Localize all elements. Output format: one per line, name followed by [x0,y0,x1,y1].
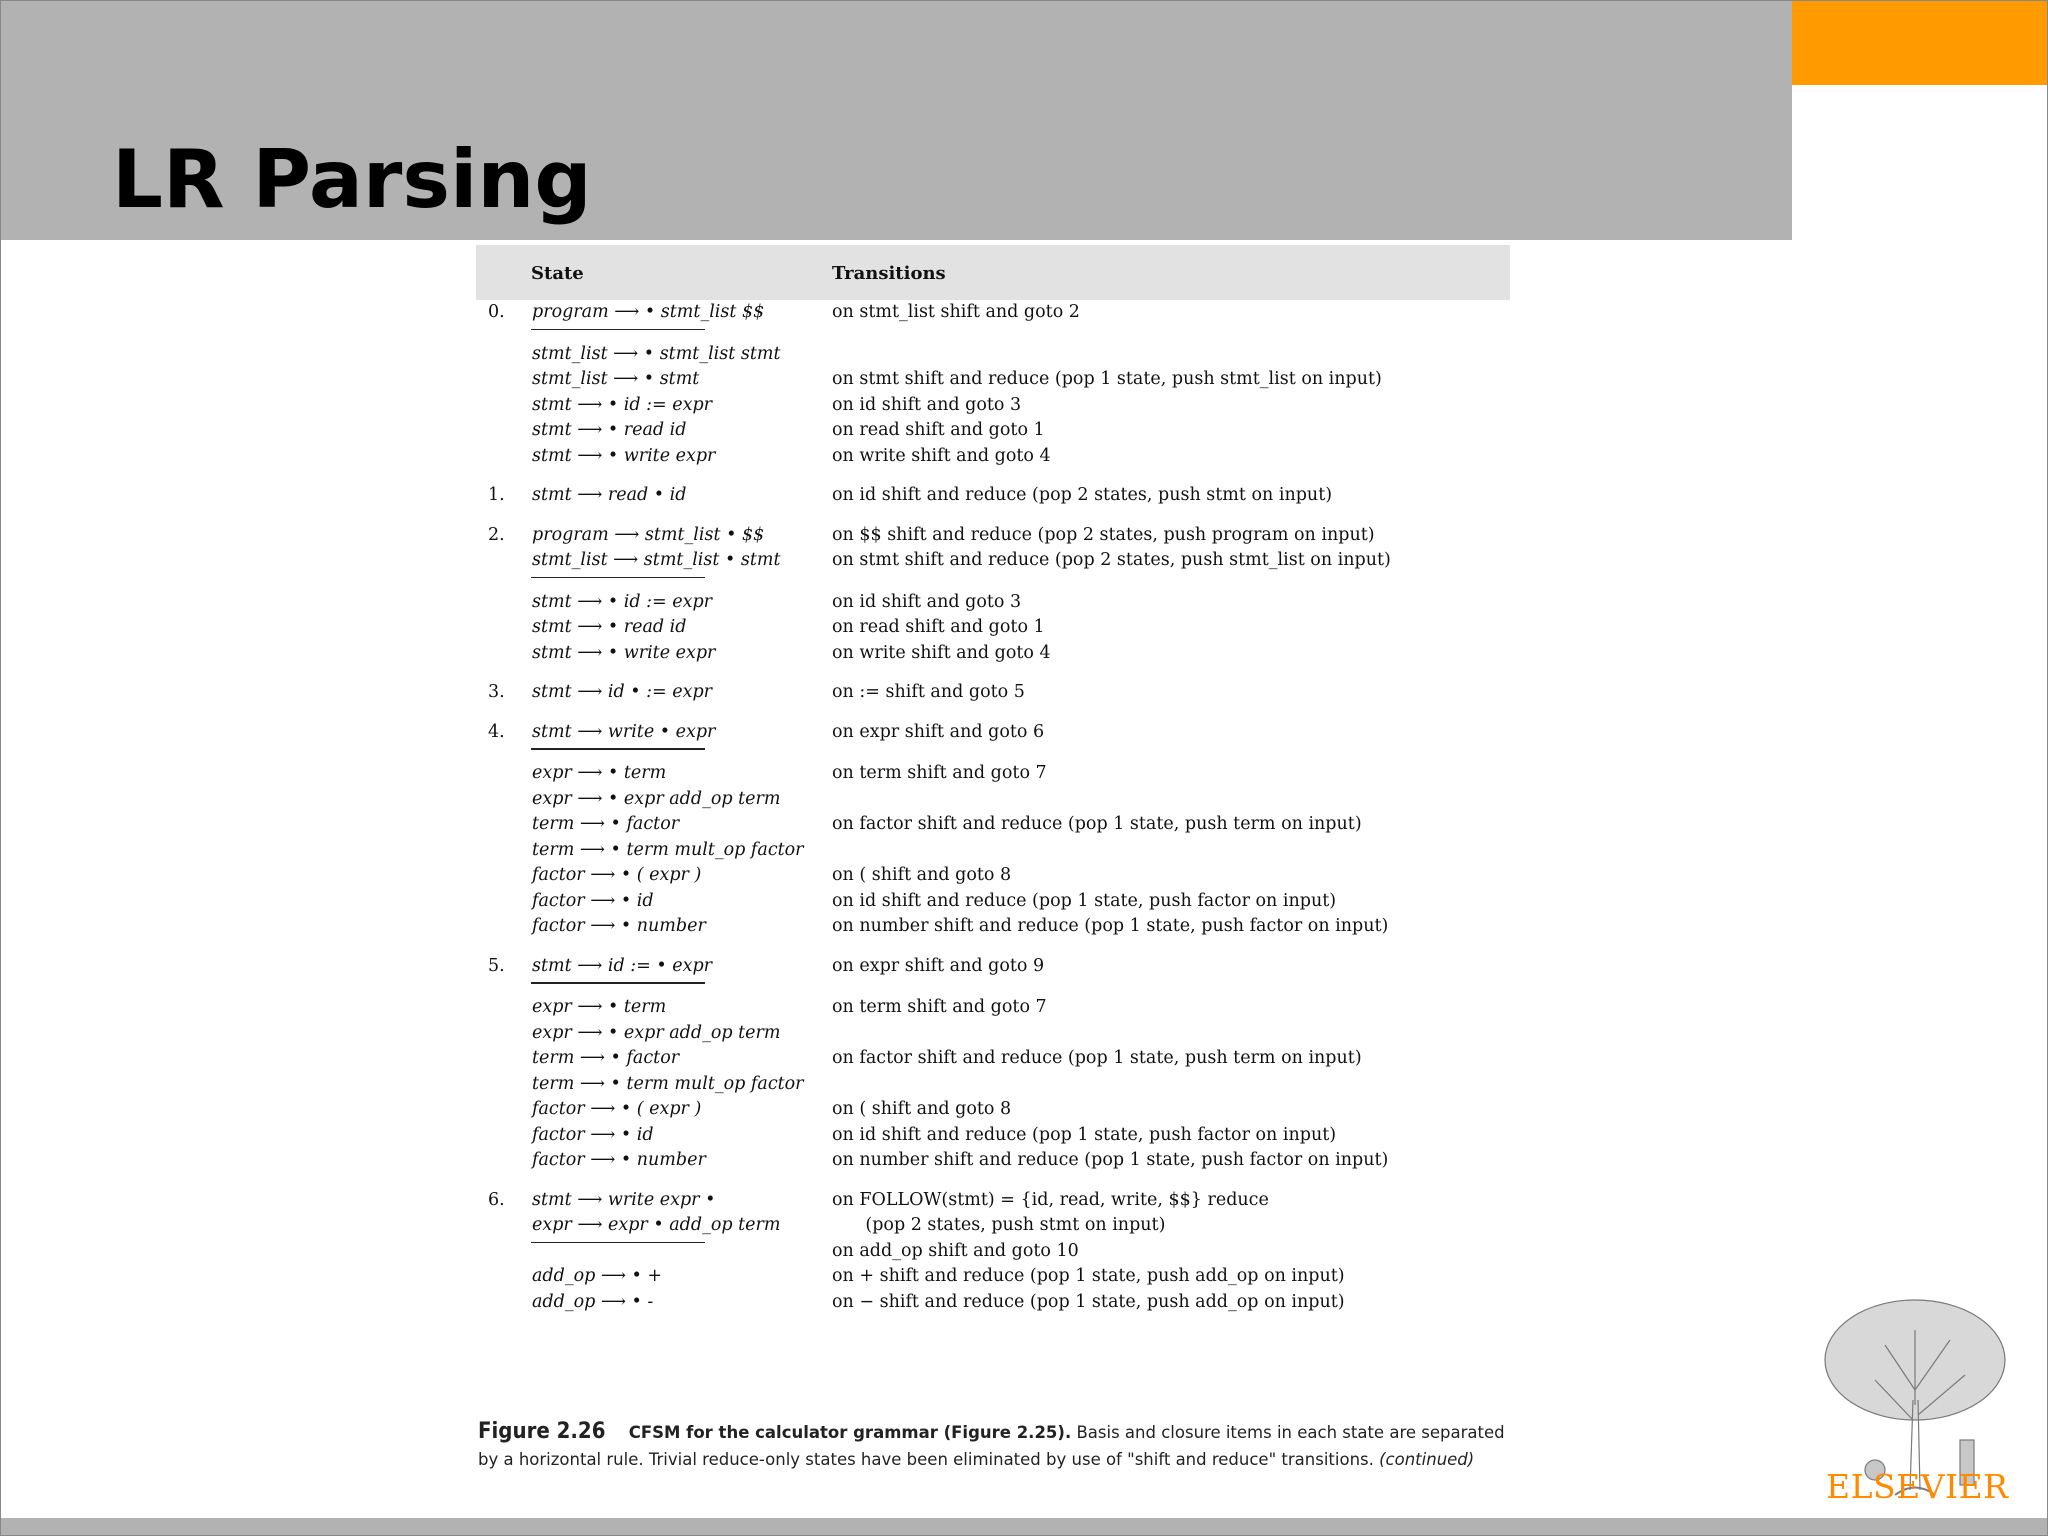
table-header [476,245,1510,300]
state-number: 1. [488,485,505,505]
transition: on id shift and goto 3 [832,591,1022,612]
table-row [476,444,1510,470]
transition: on number shift and reduce (pop 1 state, push factor on input) [832,1150,1389,1170]
table-row [476,863,1510,889]
table-row [476,523,1510,549]
lr-item: expr ⟶ • expr add_op term [532,788,781,809]
transition: on term shift and goto 7 [832,997,1047,1017]
transition: on stmt shift and reduce (pop 1 state, push stmt_list on input) [832,369,1382,389]
transition: on factor shift and reduce (pop 1 state, push term on input) [832,1048,1362,1068]
transition: on read shift and goto 1 [832,420,1045,440]
transition: on write shift and goto 4 [832,642,1051,663]
transition: on term shift and goto 7 [832,763,1047,783]
table-row [476,889,1510,915]
lr-item: stmt ⟶ write expr • [532,1189,716,1210]
transition: on read shift and goto 1 [832,617,1045,637]
lr-item: stmt ⟶ • write expr [532,642,716,663]
table-row [476,954,1510,980]
state-number: 0. [488,302,505,322]
state-number: 5. [488,955,505,976]
table-row [476,720,1510,746]
transition: on id shift and reduce (pop 1 state, push factor on input) [832,890,1337,911]
table-row [476,787,1510,813]
lr-item: stmt_list ⟶ • stmt_list stmt [532,343,781,364]
caption-continued: (continued) [1379,1450,1475,1469]
table-row [476,1097,1510,1123]
table-row [476,590,1510,616]
transition: on − shift and reduce (pop 1 state, push add_op on input) [832,1291,1345,1312]
table-row [476,680,1510,706]
lr-item: stmt_list ⟶ stmt_list • stmt [532,550,781,570]
cfsm-figure [476,245,1510,1315]
lr-item: expr ⟶ expr • add_op term [532,1215,781,1235]
lr-item: term ⟶ • factor [532,814,680,834]
caption-label: Figure 2.26 [478,1419,606,1444]
lr-item: stmt ⟶ • write expr [532,445,716,466]
lr-item: factor ⟶ • ( expr ) [532,865,702,885]
lr-item: expr ⟶ • term [532,763,667,783]
table-row [476,367,1510,393]
table-row [476,615,1510,641]
table-row [476,1123,1510,1149]
transition: on add_op shift and goto 10 [832,1240,1079,1261]
table-row [476,812,1510,838]
table-row [476,1290,1510,1316]
lr-item: stmt ⟶ read • id [532,485,687,505]
transition: on number shift and reduce (pop 1 state, push factor on input) [832,916,1389,936]
table-row [476,1148,1510,1174]
lr-item: program ⟶ stmt_list • $$ [532,524,765,545]
lr-item: add_op ⟶ • + [532,1266,663,1286]
table-row [476,548,1510,574]
transition: on := shift and goto 5 [832,682,1025,702]
basis-closure-rule [476,574,1510,590]
lr-item: term ⟶ • term mult_op factor [532,839,804,860]
state-rows [476,300,1510,1315]
lr-item: factor ⟶ • id [532,890,654,911]
transition: on stmt shift and reduce (pop 2 states, push stmt_list on input) [832,550,1391,570]
transition: on ( shift and goto 8 [832,1099,1012,1119]
state-number: 2. [488,524,505,545]
state-number: 3. [488,682,505,702]
table-row [476,995,1510,1021]
table-row [476,641,1510,667]
table-row [476,483,1510,509]
state-number: 6. [488,1189,505,1210]
lr-item: term ⟶ • factor [532,1048,680,1068]
table-row [476,1213,1510,1239]
lr-item: stmt_list ⟶ • stmt [532,369,700,389]
table-row [476,914,1510,940]
transition: on id shift and reduce (pop 2 states, push stmt on input) [832,485,1333,505]
lr-item: factor ⟶ • number [532,1150,706,1170]
transition: on FOLLOW(stmt) = {id, read, write, $$} reduce [832,1189,1269,1210]
transition: on id shift and reduce (pop 1 state, push factor on input) [832,1124,1337,1145]
transition: on $$ shift and reduce (pop 2 states, push program on input) [832,524,1375,545]
transition: (pop 2 states, push stmt on input) [832,1215,1166,1235]
table-row [476,838,1510,864]
transition: on factor shift and reduce (pop 1 state, push term on input) [832,814,1362,834]
table-row [476,342,1510,368]
lr-item: factor ⟶ • number [532,916,706,936]
table-row [476,1264,1510,1290]
header-transitions: Transitions [832,263,946,284]
table-row [476,300,1510,326]
table-row [476,1239,1510,1265]
basis-closure-rule [476,326,1510,342]
transition: on expr shift and goto 9 [832,955,1045,976]
lr-item: stmt ⟶ id := • expr [532,955,713,976]
transition: on stmt_list shift and goto 2 [832,302,1080,322]
header-state: State [531,263,584,284]
table-row [476,761,1510,787]
table-row [476,393,1510,419]
transition: on ( shift and goto 8 [832,865,1012,885]
figure-caption [478,1418,1512,1473]
elsevier-wordmark: ELSEVIER [1826,1467,2009,1506]
lr-item: program ⟶ • stmt_list $$ [532,302,765,322]
lr-item: expr ⟶ • term [532,997,667,1017]
lr-item: stmt ⟶ • read id [532,420,687,440]
basis-closure-rule [476,979,1510,995]
table-row [476,1188,1510,1214]
caption-body: Basis and closure items in each state are separated by a horizontal rule. Trivial reduce-only states have been eliminated by use of "shift and reduce" transitions. [478,1423,1505,1469]
table-row [476,1021,1510,1047]
accent-block [1792,0,2048,85]
lr-item: term ⟶ • term mult_op factor [532,1073,804,1094]
transition: on + shift and reduce (pop 1 state, push add_op on input) [832,1266,1345,1286]
lr-item: factor ⟶ • id [532,1124,654,1145]
lr-item: stmt ⟶ write • expr [532,721,716,742]
transition: on write shift and goto 4 [832,445,1051,466]
table-row [476,1046,1510,1072]
state-number: 4. [488,721,505,742]
slide-title: LR Parsing [112,133,592,226]
caption-title: CFSM for the calculator grammar (Figure 2.25). [628,1423,1072,1442]
lr-item: stmt ⟶ • id := expr [532,394,713,415]
transition: on id shift and goto 3 [832,394,1022,415]
table-row [476,418,1510,444]
transition: on expr shift and goto 6 [832,721,1045,742]
basis-closure-rule [476,745,1510,761]
lr-item: factor ⟶ • ( expr ) [532,1099,702,1119]
table-row [476,1072,1510,1098]
lr-item: stmt ⟶ id • := expr [532,682,713,702]
lr-item: add_op ⟶ • - [532,1291,654,1312]
lr-item: stmt ⟶ • id := expr [532,591,713,612]
lr-item: stmt ⟶ • read id [532,617,687,637]
bottom-bar [0,1518,2048,1536]
lr-item: expr ⟶ • expr add_op term [532,1022,781,1043]
